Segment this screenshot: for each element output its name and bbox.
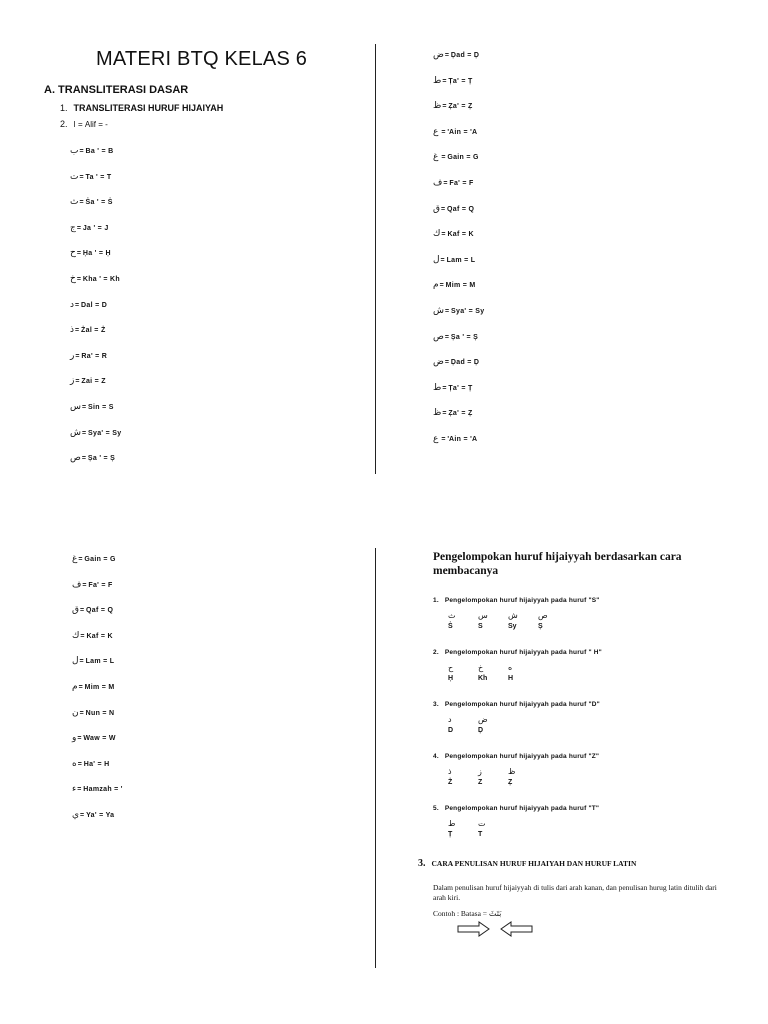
transliteration-text: = Sya' = Sy xyxy=(82,429,122,437)
transliteration-text: = Ẓa' = Ẓ xyxy=(442,410,473,418)
group-latin-letter: Ẓ xyxy=(508,779,513,786)
arabic-letter: ك xyxy=(72,630,80,641)
left-list-item xyxy=(70,325,106,335)
transliteration-text: = Sya' = Sy xyxy=(445,308,485,315)
group-arabic-letter: ح xyxy=(448,663,454,672)
arabic-letter: ج xyxy=(70,222,76,233)
transliteration-text: = Ṣa ' = Ṣ xyxy=(444,333,479,341)
transliteration-text: = Kaf = K xyxy=(441,231,474,239)
group-latin-letter: Ḍ xyxy=(478,727,484,734)
bottom-left-list-item xyxy=(72,708,114,718)
list-item-2-number: 2. xyxy=(60,119,68,129)
arabic-letter: ز xyxy=(70,376,75,387)
group-arabic-letter: ت xyxy=(478,819,486,828)
group-number: 3. xyxy=(433,701,439,708)
transliteration-text: = Ḍad = Ḍ xyxy=(444,359,480,367)
transliteration-text: = Sin = S xyxy=(82,404,114,411)
transliteration-text: = Ba ' = B xyxy=(79,148,114,155)
right-list-item xyxy=(433,204,474,214)
left-list-item xyxy=(70,300,107,310)
arabic-letter: ع xyxy=(433,126,439,137)
transliteration-text: = Qaf = Q xyxy=(440,205,475,213)
transliteration-text: = Ta ' = T xyxy=(79,173,112,181)
group-arabic-letter: س xyxy=(478,611,488,620)
transliteration-text: = 'Ain = 'A xyxy=(439,128,478,136)
transliteration-text: = 'Ain = 'A xyxy=(439,436,478,443)
right-list-item xyxy=(433,306,484,316)
example-arabic: بَتَثَ xyxy=(488,909,502,918)
group-latin-letter: Z xyxy=(478,779,483,786)
arabic-letter: ل xyxy=(72,656,79,667)
left-list-item xyxy=(70,248,111,258)
group-latin-letter: Ḥ xyxy=(448,675,454,682)
transliteration-text: = Hamzah = ' xyxy=(77,786,123,794)
section-3-number: 3. xyxy=(418,858,426,869)
group-title: Pengelompokan huruf hijaiyyah pada huruf "S" xyxy=(444,597,600,604)
arabic-letter: و xyxy=(72,733,77,744)
right-list-item xyxy=(433,127,477,137)
transliteration-text: = Ṭa' = Ṭ xyxy=(442,77,473,85)
arabic-letter: ص xyxy=(70,453,81,464)
arabic-letter: ك xyxy=(433,229,441,240)
transliteration-text: = Ṡa ' = Ṡ xyxy=(79,199,113,207)
transliteration-text: = Waw = W xyxy=(77,735,116,743)
bottom-left-list-item xyxy=(72,554,116,564)
bottom-left-list-item xyxy=(72,656,114,666)
transliteration-text: = Kha ' = Kh xyxy=(76,276,120,283)
group-latin-letter: D xyxy=(448,727,454,734)
arrow-left-icon xyxy=(501,922,532,936)
transliteration-text: = Fa' = F xyxy=(82,581,113,589)
right-list-item xyxy=(433,383,473,393)
group-latin-letter: Sy xyxy=(508,623,517,630)
transliteration-text: = Dal = D xyxy=(75,301,108,309)
group-heading xyxy=(433,805,599,812)
arabic-letter: د xyxy=(70,299,75,310)
arabic-letter: ع xyxy=(433,434,439,444)
arabic-letter: ب xyxy=(70,146,79,156)
arabic-letter: ل xyxy=(433,254,440,265)
arabic-letter: ط xyxy=(433,75,442,86)
section-3-title: CARA PENULISAN HURUF HIJAIYAH DAN HURUF LATIN xyxy=(431,859,637,868)
left-list-item xyxy=(70,274,120,284)
left-list-item xyxy=(70,376,106,386)
group-arabic-letter: ظ xyxy=(508,767,516,776)
transliteration-text: = Ra' = R xyxy=(75,352,108,360)
left-list-item xyxy=(70,223,109,233)
transliteration-text: = Ha' = H xyxy=(77,760,110,768)
group-title: Pengelompokan huruf hijaiyyah pada huruf "Z" xyxy=(444,753,600,760)
section-3-heading xyxy=(418,858,636,869)
group-latin-letter: H xyxy=(508,675,514,682)
transliteration-text: = Zai = Z xyxy=(75,378,106,386)
right-list-item xyxy=(433,332,478,342)
transliteration-text: = Mim = M xyxy=(439,282,476,290)
arabic-letter: ض xyxy=(433,50,444,60)
arabic-letter: ح xyxy=(70,248,76,259)
right-list-item xyxy=(433,280,476,290)
bottom-left-list-item xyxy=(72,784,123,794)
list-item-2-text: = Alif = - xyxy=(77,120,108,129)
arabic-letter: ن xyxy=(72,707,79,718)
list-item-1-text: TRANSLITERASI HURUF HIJAIYAH xyxy=(73,103,224,113)
group-latin-letter: S xyxy=(478,623,483,630)
right-list-item xyxy=(433,434,477,444)
group-arabic-letter: ش xyxy=(508,611,518,620)
transliteration-text: = Ja ' = J xyxy=(76,224,109,232)
arabic-letter: ش xyxy=(70,427,81,438)
group-arabic-letter: ص xyxy=(538,611,548,620)
arabic-letter: ش xyxy=(433,306,444,316)
group-arabic-letter: ط xyxy=(448,819,456,828)
arabic-letter: م xyxy=(433,280,439,291)
bottom-left-list-item xyxy=(72,759,110,769)
group-arabic-letter: خ xyxy=(478,663,484,672)
list-item-1 xyxy=(60,103,223,113)
group-arabic-letter: ز xyxy=(478,767,482,776)
transliteration-text: = Fa' = F xyxy=(443,180,474,187)
group-arabic-letter: د xyxy=(448,715,452,724)
group-number: 2. xyxy=(433,649,439,656)
group-latin-letter: Ṡ xyxy=(448,623,453,630)
left-list-item xyxy=(70,197,113,207)
list-item-2 xyxy=(60,119,108,129)
transliteration-text: = Ḍad = Ḍ xyxy=(444,52,480,59)
arabic-letter: ذ xyxy=(70,325,75,336)
transliteration-text: = Lam = L xyxy=(440,256,476,264)
left-list-item xyxy=(70,146,114,156)
group-arabic-letter: ض xyxy=(478,715,488,724)
group-number: 4. xyxy=(433,753,439,760)
group-title: Pengelompokan huruf hijaiyyah pada huruf "T" xyxy=(444,805,600,812)
group-title: Pengelompokan huruf hijaiyyah pada huruf " H" xyxy=(444,649,602,656)
right-list-item xyxy=(433,408,473,418)
section-a-heading: A. TRANSLITERASI DASAR xyxy=(44,84,189,96)
example-prefix: Contoh : Batasa = xyxy=(433,909,489,918)
right-list-item xyxy=(433,152,479,162)
group-latin-letter: Ṭ xyxy=(448,831,453,838)
group-heading xyxy=(433,701,600,708)
left-list-item xyxy=(70,172,111,182)
column-divider-top xyxy=(375,44,376,474)
group-arabic-letter: ث xyxy=(448,611,456,620)
arabic-letter: ء xyxy=(72,784,77,795)
transliteration-text: = Lam = L xyxy=(79,658,115,666)
arabic-letter: ض xyxy=(433,357,444,368)
bottom-left-list-item xyxy=(72,580,113,590)
group-heading xyxy=(433,597,600,604)
list-item-1-number: 1. xyxy=(60,103,68,113)
arabic-letter: ه xyxy=(72,758,77,769)
bottom-left-list-item xyxy=(72,733,116,743)
arabic-letter: ت xyxy=(70,171,79,182)
transliteration-text: = Ḥa ' = Ḥ xyxy=(76,250,111,258)
arabic-letter: س xyxy=(70,402,81,412)
group-arabic-letter: ذ xyxy=(448,767,452,776)
bottom-left-list-item xyxy=(72,810,114,820)
transliteration-text: = Ṭa' = Ṭ xyxy=(442,384,473,392)
group-latin-letter: Ż xyxy=(448,779,453,786)
arabic-letter: ق xyxy=(433,203,440,214)
left-list-item xyxy=(70,453,115,463)
right-list-item xyxy=(433,357,479,367)
group-heading xyxy=(433,649,602,656)
arabic-letter: ث xyxy=(70,197,79,208)
bottom-left-list-item xyxy=(72,605,113,615)
right-list-item xyxy=(433,50,479,60)
transliteration-text: = Ṣa ' = Ṣ xyxy=(81,455,116,463)
transliteration-text: = Gain = G xyxy=(78,556,116,563)
right-list-item xyxy=(433,178,474,188)
right-list-item xyxy=(433,76,473,86)
bottom-left-list-item xyxy=(72,682,115,692)
page-title: MATERI BTQ KELAS 6 xyxy=(96,48,308,70)
transliteration-text: = Ẓa' = Ẓ xyxy=(442,103,473,111)
group-arabic-letter: ه xyxy=(508,663,513,672)
bottom-left-list-item xyxy=(72,631,113,641)
group-latin-letter: Ṣ xyxy=(538,623,543,630)
transliteration-text: = Gain = G xyxy=(439,154,479,162)
arabic-letter: ظ xyxy=(433,101,442,112)
arabic-letter: ظ xyxy=(433,408,442,419)
arabic-letter: ف xyxy=(72,579,82,590)
arabic-letter: ص xyxy=(433,331,444,342)
arabic-letter: ط xyxy=(433,382,442,393)
arabic-letter: غ xyxy=(72,554,78,564)
group-number: 5. xyxy=(433,805,439,812)
left-list-item xyxy=(70,428,121,438)
transliteration-text: = Żal = Ż xyxy=(75,327,106,335)
left-list-item xyxy=(70,402,114,412)
example-line xyxy=(433,909,501,918)
arabic-letter: خ xyxy=(70,274,76,284)
transliteration-text: = Qaf = Q xyxy=(79,607,114,615)
column-divider-bottom xyxy=(375,548,376,968)
transliteration-text: = Ya' = Ya xyxy=(80,812,115,819)
section-3-paragraph: Dalam penulisan huruf hijaiyyah di tulis dari arah kanan, dan penulisan hurug latin ditulih dari arah kiri. xyxy=(433,883,717,902)
group-title: Pengelompokan huruf hijaiyyah pada huruf "D" xyxy=(444,701,600,708)
arabic-letter: ي xyxy=(72,810,80,820)
arabic-letter: ف xyxy=(433,178,443,188)
arabic-letter: ق xyxy=(72,605,79,616)
arabic-letter: م xyxy=(72,682,78,692)
arrow-right-icon xyxy=(458,922,489,936)
right-list-item xyxy=(433,255,475,265)
group-heading xyxy=(433,753,599,760)
arabic-letter: غ xyxy=(433,152,439,163)
group-latin-letter: T xyxy=(478,831,483,838)
grouping-heading: Pengelompokan huruf hijaiyyah berdasarkan cara membacanya xyxy=(433,551,682,577)
right-list-item xyxy=(433,229,474,239)
arabic-letter: ر xyxy=(70,350,75,361)
group-latin-letter: Kh xyxy=(478,675,488,682)
direction-arrows xyxy=(457,920,537,938)
left-list-item xyxy=(70,351,107,361)
right-list-item xyxy=(433,101,473,111)
transliteration-text: = Kaf = K xyxy=(80,632,113,640)
list-item-2-arabic: ا xyxy=(73,120,76,129)
transliteration-text: = Mim = M xyxy=(78,684,115,691)
group-number: 1. xyxy=(433,597,439,604)
transliteration-text: = Nun = N xyxy=(79,709,115,717)
